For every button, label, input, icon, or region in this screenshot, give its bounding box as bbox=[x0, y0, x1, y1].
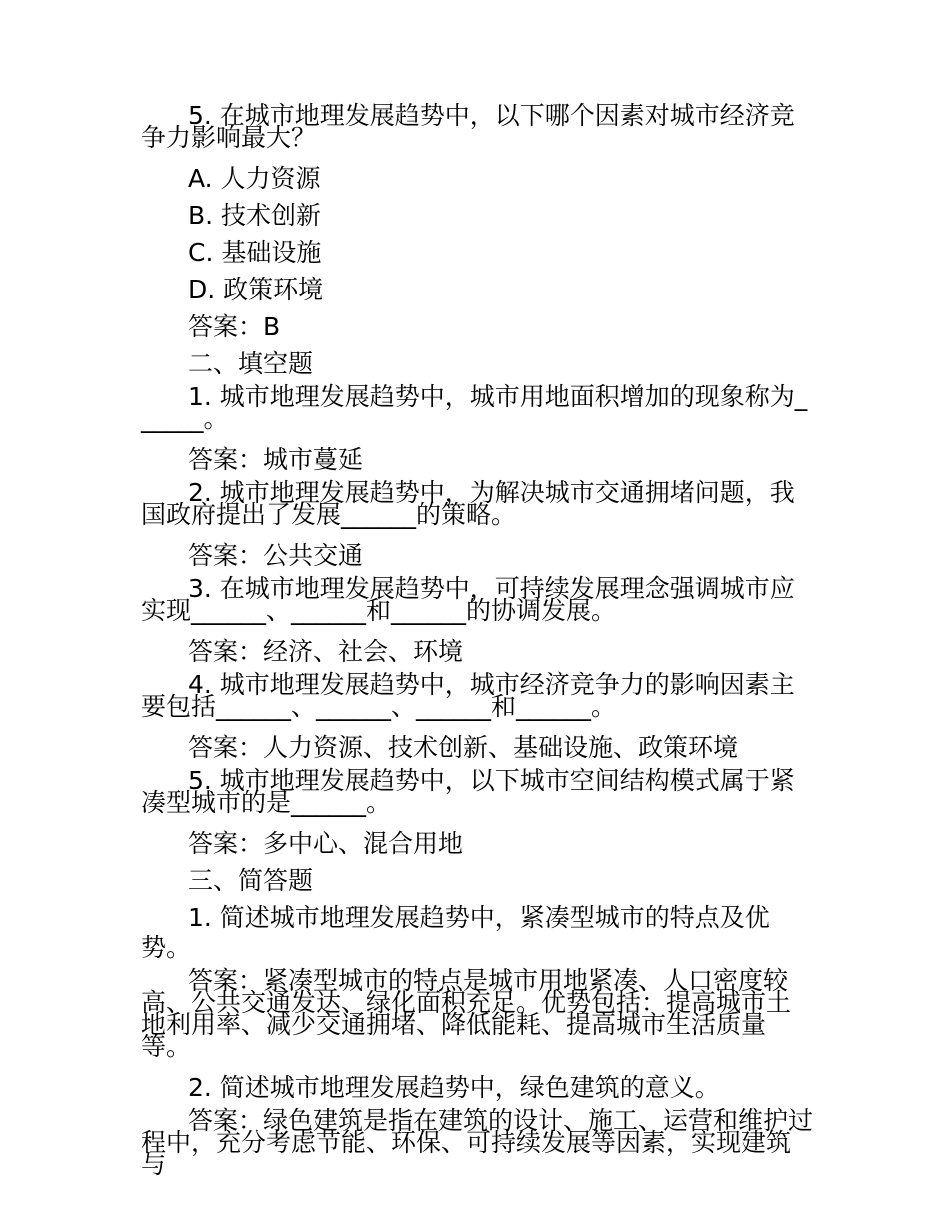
fill-question-1: 1. 城市地理发展趋势中，城市用地面积增加的现象称为______。 bbox=[141, 382, 808, 433]
fill-question-2: 2. 城市地理发展趋势中，为解决城市交通拥堵问题，我国政府提出了发展______的策略。 bbox=[141, 478, 795, 529]
option-d: D. 政策环境 bbox=[188, 275, 324, 304]
short-question-1: 1. 简述城市地理发展趋势中，紧凑型城市的特点及优势。 bbox=[141, 903, 770, 962]
fill-answer-4: 答案：人力资源、技术创新、基础设施、政策环境 bbox=[188, 733, 739, 762]
short-answer-1: 答案：紧凑型城市的特点是城市用地紧凑、人口密度较高、公共交通发达、绿化面积充足。优势包括：提高城市土地利用率、减少交通拥堵、降低能耗、提高城市生活质量等。 bbox=[141, 966, 792, 1061]
section-heading-fill-in: 二、填空题 bbox=[188, 349, 314, 378]
short-answer-2: 答案：绿色建筑是指在建筑的设计、施工、运营和维护过程中，充分考虑节能、环保、可持续发展等因素，实现建筑与 bbox=[141, 1106, 814, 1179]
option-a: A. 人力资源 bbox=[188, 164, 321, 193]
question-5-stem: 5. 在城市地理发展趋势中，以下哪个因素对城市经济竞争力影响最大？ bbox=[141, 101, 795, 152]
short-question-2: 2. 简述城市地理发展趋势中，绿色建筑的意义。 bbox=[188, 1073, 720, 1102]
fill-answer-5: 答案：多中心、混合用地 bbox=[188, 829, 464, 858]
option-b: B. 技术创新 bbox=[188, 201, 322, 230]
fill-answer-3: 答案：经济、社会、环境 bbox=[188, 637, 464, 666]
fill-question-5: 5. 城市地理发展趋势中，以下城市空间结构模式属于紧凑型城市的是______。 bbox=[141, 766, 795, 817]
section-heading-short-answer: 三、简答题 bbox=[188, 866, 314, 895]
option-c: C. 基础设施 bbox=[188, 238, 322, 267]
fill-question-3: 3. 在城市地理发展趋势中，可持续发展理念强调城市应实现______、______和______的协调发展。 bbox=[141, 574, 795, 625]
fill-answer-1: 答案：城市蔓延 bbox=[188, 445, 364, 474]
document-body bbox=[141, 101, 814, 1191]
fill-answer-2: 答案：公共交通 bbox=[188, 541, 364, 570]
fill-question-4: 4. 城市地理发展趋势中，城市经济竞争力的影响因素主要包括______、______、______和______。 bbox=[141, 670, 795, 721]
answer-choice-5: 答案：B bbox=[188, 312, 281, 341]
